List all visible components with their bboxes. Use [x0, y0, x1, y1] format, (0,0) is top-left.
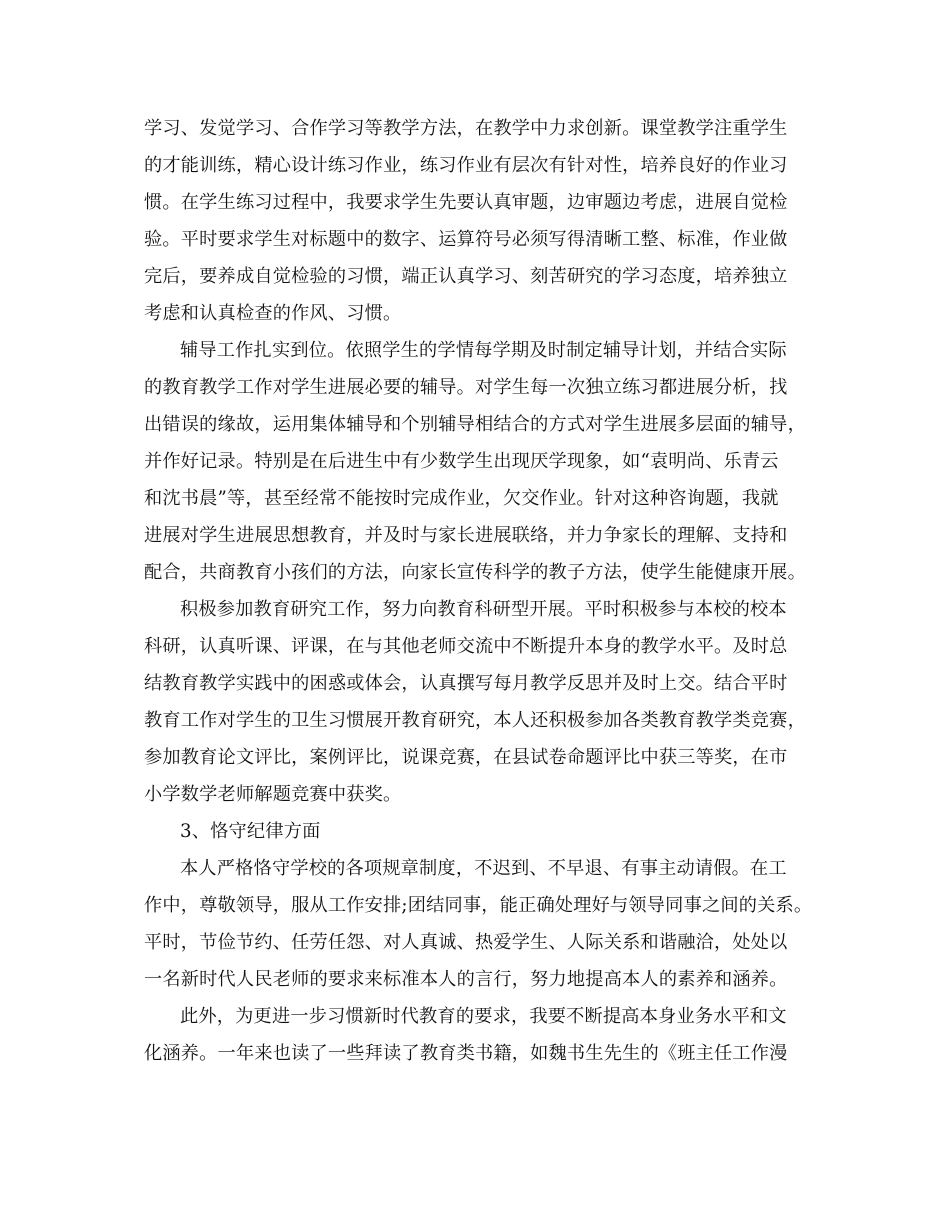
text-line: 教育工作对学生的卫生习惯展开教育研究，本人还积极参加各类教育教学类竞赛，: [144, 710, 806, 731]
text-line: 学习、发觉学习、合作学习等教学方法，在教学中力求创新。课堂教学注重学生: [144, 118, 788, 139]
section-heading: 3、恪守纪律方面: [180, 821, 321, 842]
text-line: 并作好记录。特别是在后进生中有少数学生出现厌学现象，如“袁明尚、乐青云: [144, 451, 779, 472]
text-line: 结教育教学实践中的困惑或体会，认真撰写每月教学反思并及时上交。结合平时: [144, 673, 788, 694]
text-line: 和沈书晨”等，甚至经常不能按时完成作业，欠交作业。针对这种咨询题，我就: [144, 488, 779, 509]
text-line: 完后，要养成自觉检验的习惯，端正认真学习、刻苦研究的学习态度，培养独立: [144, 266, 788, 287]
paragraph-start-line: 积极参加教育研究工作，努力向教育科研型开展。平时积极参与本校的校本: [180, 599, 787, 620]
text-line: 惯。在学生练习过程中，我要求学生先要认真审题，边审题边考虑，进展自觉检: [144, 192, 788, 213]
text-line: 的才能训练，精心设计练习作业，练习作业有层次有针对性，培养良好的作业习: [144, 155, 788, 176]
text-line: 化涵养。一年来也读了一些拜读了教育类书籍，如魏书生先生的《班主任工作漫: [144, 1043, 788, 1064]
text-line: 配合，共商教育小孩们的方法，向家长宣传科学的教子方法，使学生能健康开展。: [144, 562, 806, 583]
text-line: 小学数学老师解题竞赛中获奖。: [144, 784, 402, 805]
text-line: 进展对学生进展思想教育，并及时与家长进展联络，并力争家长的理解、支持和: [144, 525, 788, 546]
text-line: 科研，认真听课、评课，在与其他老师交流中不断提升本身的教学水平。及时总: [144, 636, 788, 657]
text-line: 验。平时要求学生对标题中的数字、运算符号必须写得清晰工整、标准，作业做: [144, 229, 788, 250]
text-line: 出错误的缘故，运用集体辅导和个别辅导相结合的方式对学生进展多层面的辅导，: [144, 414, 806, 435]
text-line: 作中，尊敬领导，服从工作安排;团结同事，能正确处理好与领导同事之间的关系。: [144, 895, 813, 916]
paragraph-start-line: 此外，为更进一步习惯新时代教育的要求，我要不断提高本身业务水平和文: [180, 1006, 787, 1027]
paragraph-start-line: 辅导工作扎实到位。依照学生的学情每学期及时制定辅导计划，并结合实际: [180, 340, 787, 361]
text-line: 参加教育论文评比，案例评比，说课竞赛，在县试卷命题评比中获三等奖，在市: [144, 747, 788, 768]
text-line: 的教育教学工作对学生进展必要的辅导。对学生每一次独立练习都进展分析，找: [144, 377, 788, 398]
text-line: 一名新时代人民老师的要求来标准本人的言行，努力地提高本人的素养和涵养。: [144, 969, 788, 990]
text-line: 考虑和认真检查的作风、习惯。: [144, 303, 402, 324]
paragraph-start-line: 本人严格恪守学校的各项规章制度，不迟到、不早退、有事主动请假。在工: [180, 858, 787, 879]
text-line: 平时，节俭节约、任劳任怨、对人真诚、热爱学生、人际关系和谐融洽，处处以: [144, 932, 788, 953]
